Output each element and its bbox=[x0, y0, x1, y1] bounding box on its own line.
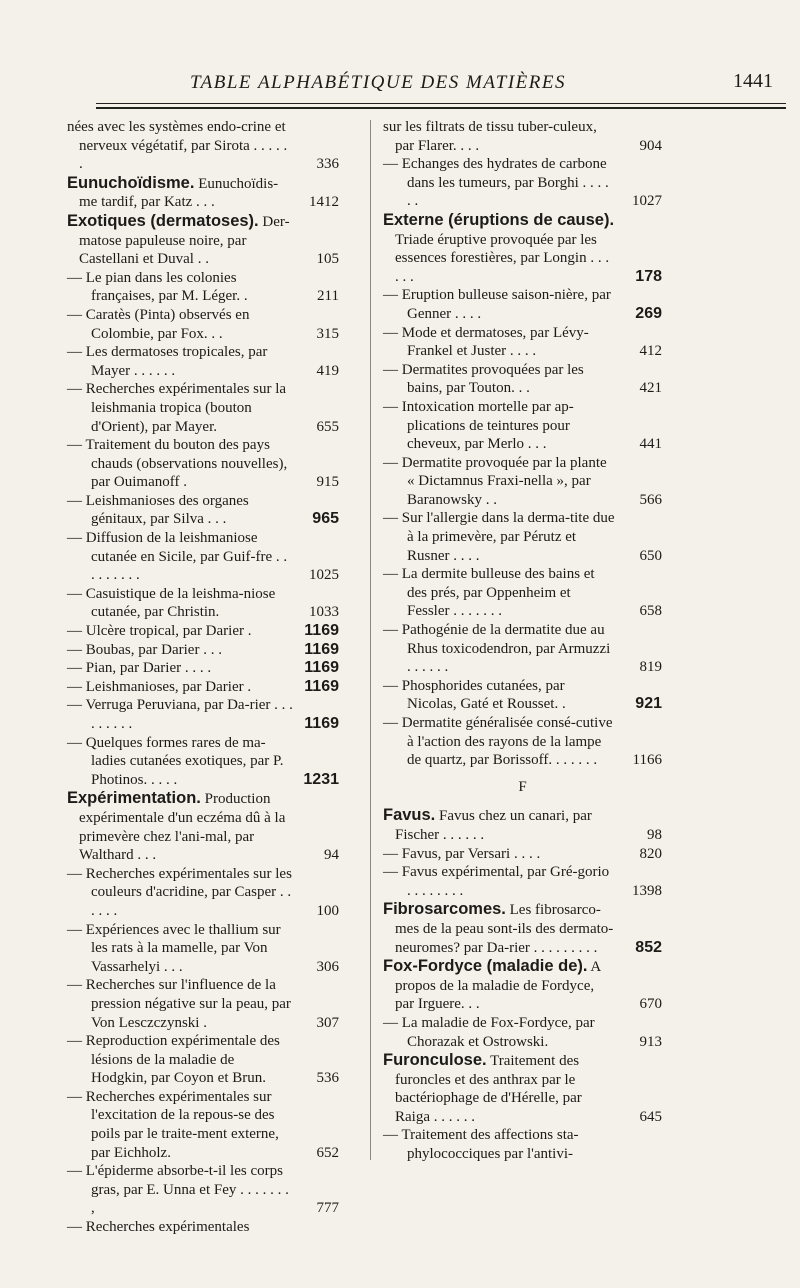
entry-text: — Quelques formes rares de ma-ladies cutanées exotiques, par P. Photinos. . . . . bbox=[67, 734, 284, 788]
right-column bbox=[383, 118, 662, 1164]
index-entry bbox=[383, 714, 662, 770]
entry-text: — Pian, par Darier . . . . bbox=[67, 660, 212, 677]
entry-page-number: 1169 bbox=[304, 622, 339, 640]
entry-page-number: 652 bbox=[316, 1144, 339, 1161]
entry-text: — Recherches expérimentales sur l'excitation de la repous-se des poils par le traite-ment externe, par Eichholz. bbox=[67, 1088, 279, 1161]
index-entry bbox=[383, 1126, 662, 1163]
entry-page-number: 1033 bbox=[309, 604, 339, 621]
entry-page-number: 1169 bbox=[304, 640, 339, 658]
entry-page-number: 306 bbox=[316, 958, 339, 975]
index-entry bbox=[383, 677, 662, 714]
entry-keyword: Fox-Fordyce (maladie de). bbox=[383, 957, 588, 976]
entry-text: Les fibrosarco-mes de la peau sont-ils des dermato-neuromes? par Da-rier . . . . . . . . . bbox=[395, 902, 614, 956]
entry-text: — Pathogénie de la dermatite due au Rhus toxicodendron, par Armuzzi . . . . . . bbox=[383, 622, 611, 676]
entry-page-number: 1398 bbox=[632, 882, 662, 899]
index-entry bbox=[67, 1162, 339, 1218]
index-entry bbox=[383, 621, 662, 677]
entry-text: — Diffusion de la leishmaniose cutanée en Sicile, par Guif-fre . . . . . . . . . bbox=[67, 530, 288, 584]
index-entry bbox=[383, 361, 662, 398]
entry-text: — Recherches expérimentales sur les couleurs d'acridine, par Casper . . . . . . bbox=[67, 865, 292, 919]
entry-text: Der-matose papuleuse noire, par Castellani et Duval . . bbox=[79, 213, 290, 268]
entry-page-number: 904 bbox=[639, 137, 662, 154]
entry-page-number: 269 bbox=[635, 304, 662, 322]
entry-keyword: Fibrosarcomes. bbox=[383, 900, 506, 919]
entry-text: — Les dermatoses tropicales, par Mayer . . . . . . bbox=[67, 344, 268, 379]
index-entry bbox=[383, 845, 662, 864]
entry-page-number: 670 bbox=[639, 996, 662, 1013]
index-entry bbox=[67, 1218, 339, 1237]
index-entry bbox=[383, 454, 662, 510]
entry-text: nées avec les systèmes endo-crine et nerveux végétatif, par Sirota . . . . . . bbox=[67, 119, 288, 173]
index-entry bbox=[383, 286, 662, 323]
index-entry bbox=[383, 863, 662, 900]
index-entry bbox=[67, 1032, 339, 1088]
index-entry bbox=[67, 212, 339, 269]
index-entry bbox=[67, 641, 339, 660]
entry-page-number: 419 bbox=[316, 362, 339, 379]
entry-page-number: 178 bbox=[635, 267, 662, 285]
entry-text: — Eruption bulleuse saison-nière, par Genner . . . . bbox=[383, 287, 611, 322]
index-entry bbox=[67, 976, 339, 1032]
entry-page-number: 1169 bbox=[304, 659, 339, 677]
index-entry bbox=[67, 678, 339, 697]
entry-text: — Favus expérimental, par Gré-gorio . . . . . . . . bbox=[383, 864, 610, 899]
entry-text: — Casuistique de la leishma-niose cutanée, par Christin. bbox=[67, 585, 276, 621]
index-entry bbox=[67, 622, 339, 641]
entry-text: — Expériences avec le thallium sur les rats à la mamelle, par Von Vassarhelyi . . . bbox=[67, 921, 281, 975]
entry-text: A propos de la maladie de Fordyce, par Irguere. . . bbox=[395, 959, 601, 1013]
entry-page-number: 1166 bbox=[632, 752, 662, 769]
index-entry bbox=[383, 1051, 662, 1126]
entry-page-number: 211 bbox=[317, 288, 339, 305]
entry-page-number: 1412 bbox=[309, 194, 339, 211]
entry-text: Eunuchoïdis-me tardif, par Katz . . . bbox=[79, 175, 279, 211]
index-entry bbox=[67, 269, 339, 306]
index-entry bbox=[383, 509, 662, 565]
entry-page-number: 315 bbox=[316, 325, 339, 342]
index-entry bbox=[67, 174, 339, 212]
entry-page-number: 819 bbox=[639, 659, 662, 676]
entry-text: — Traitement du bouton des pays chauds (observations nouvelles), par Ouimanoff . bbox=[67, 437, 288, 491]
entry-page-number: 105 bbox=[316, 251, 339, 268]
entry-text: — Leishmanioses, par Darier . bbox=[67, 678, 252, 695]
entry-text: — L'épiderme absorbe-t-il les corps gras, par E. Unna et Fey . . . . . . . , bbox=[67, 1163, 289, 1217]
entry-page-number: 1025 bbox=[309, 567, 339, 584]
entry-page-number: 820 bbox=[639, 845, 662, 862]
entry-text: — Mode et dermatoses, par Lévy-Frankel et Juster . . . . bbox=[383, 324, 589, 360]
entry-text: — Ulcère tropical, par Darier . bbox=[67, 623, 252, 640]
entry-page-number: 412 bbox=[639, 343, 662, 360]
entry-text: — Recherches expérimentales bbox=[67, 1219, 250, 1236]
header-rule bbox=[96, 103, 786, 104]
entry-page-number: 421 bbox=[639, 380, 662, 397]
entry-text: — Recherches sur l'influence de la pression négative sur la peau, par Von Lesczczynski . bbox=[67, 977, 291, 1031]
index-entry bbox=[67, 343, 339, 380]
entry-text: — Leishmanioses des organes génitaux, par Silva . . . bbox=[67, 492, 249, 528]
entry-page-number: 965 bbox=[312, 510, 339, 528]
entry-keyword: Furonculose. bbox=[383, 1051, 487, 1070]
index-entry bbox=[67, 585, 339, 622]
entry-text: Favus chez un canari, par Fischer . . . . . . bbox=[395, 808, 592, 843]
entry-text: — Recherches expérimentales sur la leishmania tropica (bouton d'Orient), par Mayer. bbox=[67, 381, 287, 435]
index-entry bbox=[383, 1014, 662, 1051]
entry-page-number: 852 bbox=[635, 938, 662, 956]
entry-page-number: 913 bbox=[639, 1033, 662, 1050]
index-entry bbox=[67, 865, 339, 921]
entry-page-number: 307 bbox=[316, 1014, 339, 1031]
entry-text: — Dermatite généralisée consé-cutive à l'action des rayons de la lampe de quartz, par Borissoff. . . . . . . bbox=[383, 715, 613, 769]
entry-keyword: Externe (éruptions de cause). bbox=[383, 210, 615, 229]
entry-page-number: 441 bbox=[639, 436, 662, 453]
index-entry bbox=[67, 921, 339, 977]
entry-page-number: 1027 bbox=[632, 193, 662, 210]
entry-text: Traitement des furoncles et des anthrax par le bactériophage de d'Hérelle, par Raiga . . . . . . bbox=[395, 1053, 582, 1125]
entry-keyword: Expérimentation. bbox=[67, 789, 201, 808]
entry-text: — Echanges des hydrates de carbone dans les tumeurs, par Borghi . . . . . . bbox=[383, 156, 609, 210]
entry-text: — La maladie de Fox-Fordyce, par Chorazak et Ostrowski. bbox=[383, 1014, 595, 1050]
index-entry bbox=[383, 155, 662, 211]
index-entry bbox=[67, 789, 339, 864]
section-letter: F bbox=[518, 778, 527, 795]
entry-page-number: 100 bbox=[316, 902, 339, 919]
index-entry bbox=[383, 900, 662, 957]
header-rule-thick bbox=[96, 107, 786, 109]
page-number: 1441 bbox=[733, 70, 773, 92]
entry-text: — Traitement des affections sta-phylococciques par l'antivi- bbox=[383, 1127, 579, 1163]
entry-page-number: 1231 bbox=[303, 770, 339, 788]
entry-text: — Le pian dans les colonies françaises, par M. Léger. . bbox=[67, 269, 248, 305]
entry-text: — Boubas, par Darier . . . bbox=[67, 641, 222, 658]
index-entry bbox=[67, 492, 339, 529]
entry-text: — Caratès (Pinta) observés en Colombie, par Fox. . . bbox=[67, 306, 250, 342]
index-entry bbox=[383, 324, 662, 361]
entry-page-number: 94 bbox=[324, 847, 339, 864]
index-entry bbox=[383, 806, 662, 844]
entry-page-number: 536 bbox=[316, 1070, 339, 1087]
entry-text: — Intoxication mortelle par ap-plications de teintures pour cheveux, par Merlo . . . bbox=[383, 398, 574, 453]
entry-page-number: 1169 bbox=[304, 677, 339, 695]
index-entry bbox=[383, 565, 662, 621]
entry-keyword: Favus. bbox=[383, 806, 436, 825]
entry-text: — Reproduction expérimentale des lésions de la maladie de Hodgkin, par Coyon et Brun. bbox=[67, 1033, 280, 1087]
entry-text: — Sur l'allergie dans la derma-tite due à la primevère, par Pérutz et Rusner . . . . bbox=[383, 510, 615, 564]
entry-page-number: 921 bbox=[635, 695, 662, 713]
entry-text: — Favus, par Versari . . . . bbox=[383, 845, 541, 862]
entry-page-number: 1169 bbox=[304, 715, 339, 732]
entry-page-number: 655 bbox=[316, 418, 339, 435]
entry-text: — Phosphorides cutanées, par Nicolas, Gaté et Rousset. . bbox=[383, 677, 566, 713]
index-entry bbox=[67, 734, 339, 790]
entry-page-number: 98 bbox=[647, 826, 662, 843]
entry-page-number: 777 bbox=[316, 1200, 339, 1217]
entry-page-number: 915 bbox=[316, 474, 339, 491]
column-divider bbox=[370, 120, 371, 1160]
index-entry bbox=[67, 659, 339, 678]
entry-keyword: Eunuchoïdisme. bbox=[67, 173, 195, 192]
page-title: TABLE ALPHABÉTIQUE DES MATIÈRES bbox=[190, 72, 566, 93]
index-entry bbox=[383, 118, 662, 155]
entry-text: — Verruga Peruviana, par Da-rier . . . . . . . . . bbox=[67, 697, 293, 732]
index-entry bbox=[67, 118, 339, 174]
index-entry bbox=[383, 398, 662, 454]
entry-keyword: Exotiques (dermatoses). bbox=[67, 211, 259, 230]
index-entry bbox=[67, 380, 339, 436]
entry-page-number: 336 bbox=[316, 156, 339, 173]
entry-page-number: 566 bbox=[639, 491, 662, 508]
index-entry bbox=[383, 211, 662, 286]
entry-text: sur les filtrats de tissu tuber-culeux, par Flarer. . . . bbox=[383, 119, 597, 154]
entry-text: Production expérimentale d'un eczéma dû à la primevère chez l'ani-mal, par Walthard . . . bbox=[79, 791, 286, 864]
entry-page-number: 645 bbox=[639, 1108, 662, 1125]
index-entry bbox=[67, 696, 339, 733]
index-entry bbox=[383, 957, 662, 1014]
index-entry bbox=[67, 1088, 339, 1162]
entry-text: — Dermatites provoquées par les bains, par Touton. . . bbox=[383, 361, 584, 397]
index-entry bbox=[67, 436, 339, 492]
index-entry bbox=[67, 306, 339, 343]
entry-text: Triade éruptive provoquée par les essences forestières, par Longin . . . . . . bbox=[395, 231, 610, 285]
entry-page-number: 650 bbox=[639, 547, 662, 564]
running-header bbox=[0, 72, 800, 102]
entry-text: — Dermatite provoquée par la plante « Dictamnus Fraxi-nella », par Baranowsky . . bbox=[383, 454, 607, 508]
index-entry bbox=[67, 529, 339, 585]
entry-page-number: 658 bbox=[639, 603, 662, 620]
entry-text: — La dermite bulleuse des bains et des prés, par Oppenheim et Fessler . . . . . . . bbox=[383, 566, 595, 620]
left-column bbox=[67, 118, 339, 1237]
